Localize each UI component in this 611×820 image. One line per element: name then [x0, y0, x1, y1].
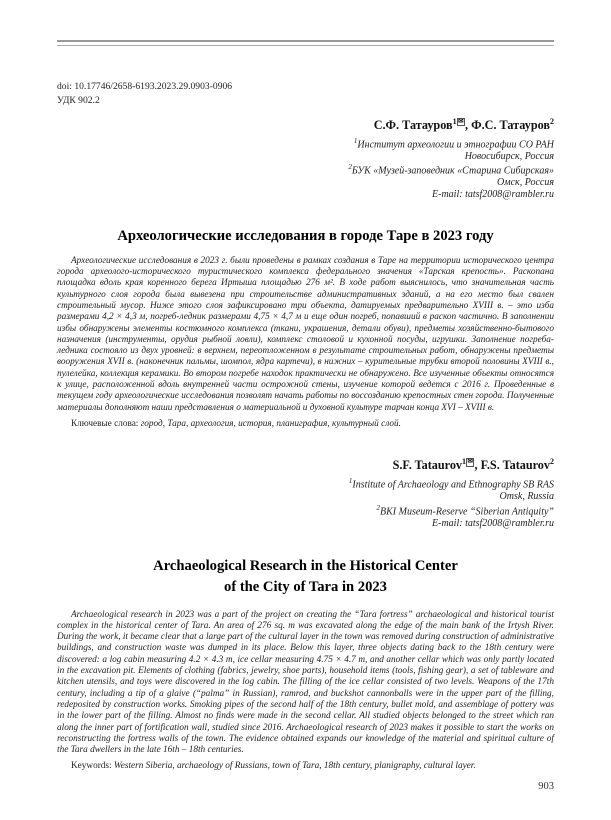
keywords-text: город, Тара, археология, история, планиграфия, культурный слой.	[138, 418, 401, 429]
mail-icon: ✉	[467, 458, 473, 466]
abstract-en: Archaeological research in 2023 was a part of the project on creating the “Tara fortress” archaeological and historical tourist complex in the historical center of Tara. An area of 276 sq. m was excavated along the edge of the main bank of the Irtysh River. During the work, it became clear that a large part of the cultural layer in the town was removed during construction of administrative buildings, and construction waste was dumped in its place. Below this layer, three objects dating back to the 18th century were discovered: a log cabin measuring 4.2 × 4.3 m, ice cellar measuring 4.75 × 4.7 m, and another cellar which was only partly located in the excavation pit. Elements of clothing (fabrics, jewelry, shoe parts), household items (tools, fishing gear), a set of tableware and kitchen utensils, and toys were discovered in the log cabin. The filling of the ice cellar consisted of two levels. Weapons of the 17th century, including a tip of a glaive (“palma” in Russian), ramrod, and buckshot cannonballs were in the upper part of the filling, redeposited by construction works. Smoking pipes of the second half of the 18th century, bullet mold, and assemblage of pottery was in the lower part of the filling. Almost no finds were made in the second cellar. All studied objects belonged to the street which ran along the inner part of fortification wall, studied since 2016. Archaeological research of 2023 makes it possible to start the works on reconstructing the fortress walls of the town. The evidence obtained expands our knowledge of the material and spiritual culture of the Tara dwellers in the late 16th – 18th centuries.	[57, 609, 554, 756]
author-affil-mark: 1 ✉	[462, 457, 473, 467]
article-meta	[57, 80, 554, 108]
author-name: , Ф.С. Татауров	[465, 117, 550, 132]
page-number: 903	[538, 781, 554, 792]
email-line: E-mail: tatsf2008@rambler.ru	[432, 517, 554, 529]
title-en	[57, 556, 554, 598]
affiliation-line: Omsk, Russia	[499, 491, 554, 503]
doi-line: doi: 10.17746/2658-6193.2023.29.0903-0906	[57, 81, 233, 92]
affiliation-line: $^2$БУК «Музей-заповедник «Старина Сибирская»	[348, 163, 554, 177]
keywords-en	[57, 761, 554, 772]
keywords-ru	[57, 419, 554, 430]
author-name: С.Ф. Татауров	[373, 117, 453, 132]
mail-icon: ✉	[458, 117, 464, 125]
abstract-ru: Археологические исследования в 2023 г. были проведены в рамках создания в Таре на территории исторического центра города археолого-исторического туристического комплекса федерального значения «Тарская крепость». Раскопана площадка вдоль края коренного берега Иртыша площадью 276 м². В ходе работ выяснилось, что значительная часть культурного слоя города была вывезена при строительстве административных зданий, а на его место был свален строительный мусор. Ниже этого слоя зафиксировано три объекта, датируемых предварительно XVIII в. – это изба размерами 4,2 × 4,3 м, погреб-ледник размерами 4,75 × 4,7 м и еще один погреб, попавший в раскоп частично. В заполнении избы обнаружены элементы костюмного комплекса (ткани, украшения, детали обуви), предметы хозяйственно-бытового назначения (инструменты, орудия рыбной ловли), комплекс столовой и кухонной посуды, игрушки. Заполнение погреба-ледника состояло из двух уровней: в верхнем, переотложенном в результате строительных работ, обнаружены предметы вооружения XVII в. (наконечник пальмы, шомпол, ядра картечи), в нижних – курительные трубки второй половины XVIII в., пулелейка, коллекция керамики. Во втором погребе находок практически не обнаружено. Все изученные объекты относятся к улице, расположенной вдоль внутренней части острожной стены, изучение которой ведется с 2016 г. Проведенные в текущем году археологические исследования позволят начать работы по воссозданию крепостных стен города. Полученные материалы дополняют наши представления о материальной и духовной культуре тарчан конца XVI – XVIII в.	[57, 255, 554, 413]
title-ru: Археологические исследования в городе Таре в 2023 году	[117, 227, 494, 244]
author-name: S.F. Tataurov	[392, 458, 463, 473]
author-name: , F.S. Tataurov	[474, 458, 550, 473]
affiliations-en	[57, 476, 554, 529]
authors-en	[57, 457, 554, 473]
affiliations-ru	[57, 136, 554, 201]
affiliation-line: Омск, Россия	[497, 177, 554, 189]
udk-line: УДК 902.2	[57, 94, 100, 106]
author-affil-mark: 2	[550, 116, 554, 126]
author-affil-mark: 1 ✉	[452, 116, 464, 126]
title-en-line2: of the City of Tara in 2023	[224, 579, 387, 596]
keywords-text: Western Siberia, archaeology of Russians, town of Tara, 18th century, planigraphy, cultural layer.	[111, 761, 476, 772]
affiliation-line: Новосибирск, Россия	[464, 150, 554, 162]
header-double-rule	[57, 40, 554, 46]
authors-ru	[57, 117, 554, 133]
affiliation-line: $^1$Институт археологии и этнографии СО РАН	[353, 136, 554, 151]
title-en-line1: Archaeological Research in the Historical Center	[153, 558, 458, 575]
keywords-label: Ключевые слова:	[71, 418, 139, 429]
email-line: E-mail: tatsf2008@rambler.ru	[432, 188, 554, 200]
keywords-label: Keywords:	[71, 761, 112, 772]
affiliation-line: $^2$BKI Museum-Reserve “Siberian Antiquity”	[376, 503, 554, 518]
author-affil-mark: 2	[550, 457, 554, 467]
affiliation-line: $^1$Institute of Archaeology and Ethnography SB RAS	[348, 477, 554, 491]
